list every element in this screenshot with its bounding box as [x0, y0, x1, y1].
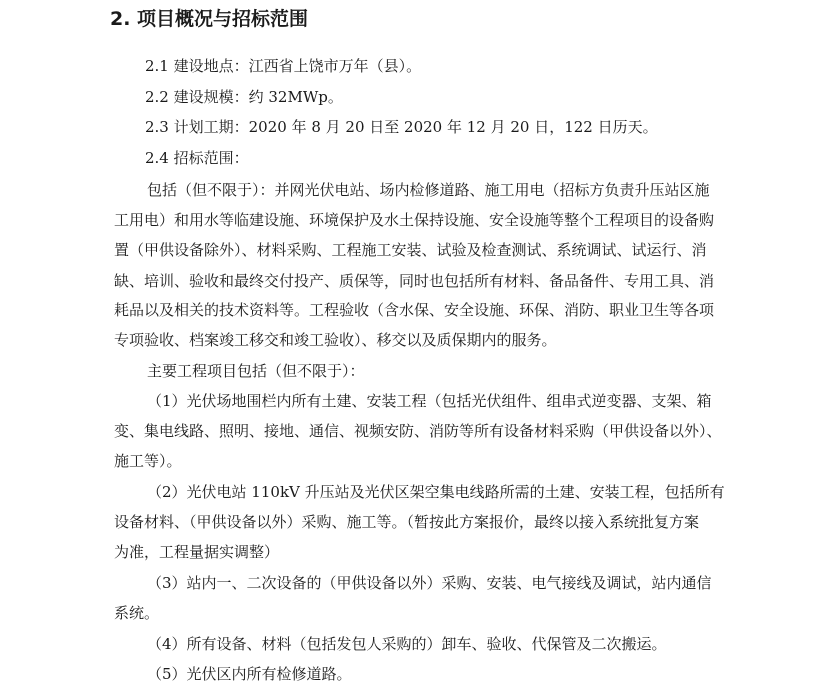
item-location: 2.1 建设地点：江西省上饶市万年（县）。 [145, 57, 422, 75]
main-item-2-line: 设备材料、（甲供设备以外）采购、施工等。（暂按此方案报价，最终以接入系统批复方案 [114, 513, 700, 531]
main-item-3-line: （3）站内一、二次设备的（甲供设备以外）采购、安装、电气接线及调试，站内通信 [147, 574, 712, 592]
scope-paragraph-line: 专项验收、档案竣工移交和竣工验收）、移交以及质保期内的服务。 [114, 331, 557, 349]
scope-paragraph-line: 置（甲供设备除外）、材料采购、工程施工安装、试验及检查测试、系统调试、试运行、消 [114, 241, 707, 259]
main-item-3-line: 系统。 [114, 604, 160, 622]
main-item-2-line: （2）光伏电站 110kV 升压站及光伏区架空集电线路所需的土建、安装工程，包括所有 [147, 483, 725, 501]
scope-paragraph-line: 缺、培训、验收和最终交付投产、质保等，同时也包括所有材料、备品备件、专用工具、消 [114, 272, 715, 290]
main-item-1-line: （1）光伏场地围栏内所有土建、安装工程（包括光伏组件、组串式逆变器、支架、箱 [147, 392, 712, 410]
scope-paragraph-line: 包括（但不限于）：并网光伏电站、场内检修道路、施工用电（招标方负责升压站区施 [147, 181, 710, 199]
main-item-1-line: 施工等）。 [114, 452, 182, 470]
main-item-1-line: 变、集电线路、照明、接地、通信、视频安防、消防等所有设备材料采购（甲供设备以外）、 [114, 422, 722, 440]
item-scope-heading: 2.4 招标范围： [145, 149, 249, 167]
main-item-2-line: 为准，工程量据实调整） [114, 543, 280, 561]
main-item-4: （4）所有设备、材料（包括发包人采购的）卸车、验收、代保管及二次搬运。 [147, 635, 667, 653]
main-item-5: （5）光伏区内所有检修道路。 [147, 665, 352, 683]
scope-paragraph-line: 耗品以及相关的技术资料等。工程验收（含水保、安全设施、环保、消防、职业卫生等各项 [114, 301, 715, 319]
main-items-heading: 主要工程项目包括（但不限于）： [147, 362, 365, 380]
item-scale: 2.2 建设规模：约 32MWp。 [145, 88, 343, 106]
section-heading: 2. 项目概况与招标范围 [110, 8, 309, 30]
scope-paragraph-line: 工用电）和用水等临建设施、环境保护及水土保持设施、安全设施等整个工程项目的设备购 [114, 211, 715, 229]
item-schedule: 2.3 计划工期：2020 年 8 月 20 日至 2020 年 12 月 20 日，122 日历天。 [145, 118, 658, 136]
